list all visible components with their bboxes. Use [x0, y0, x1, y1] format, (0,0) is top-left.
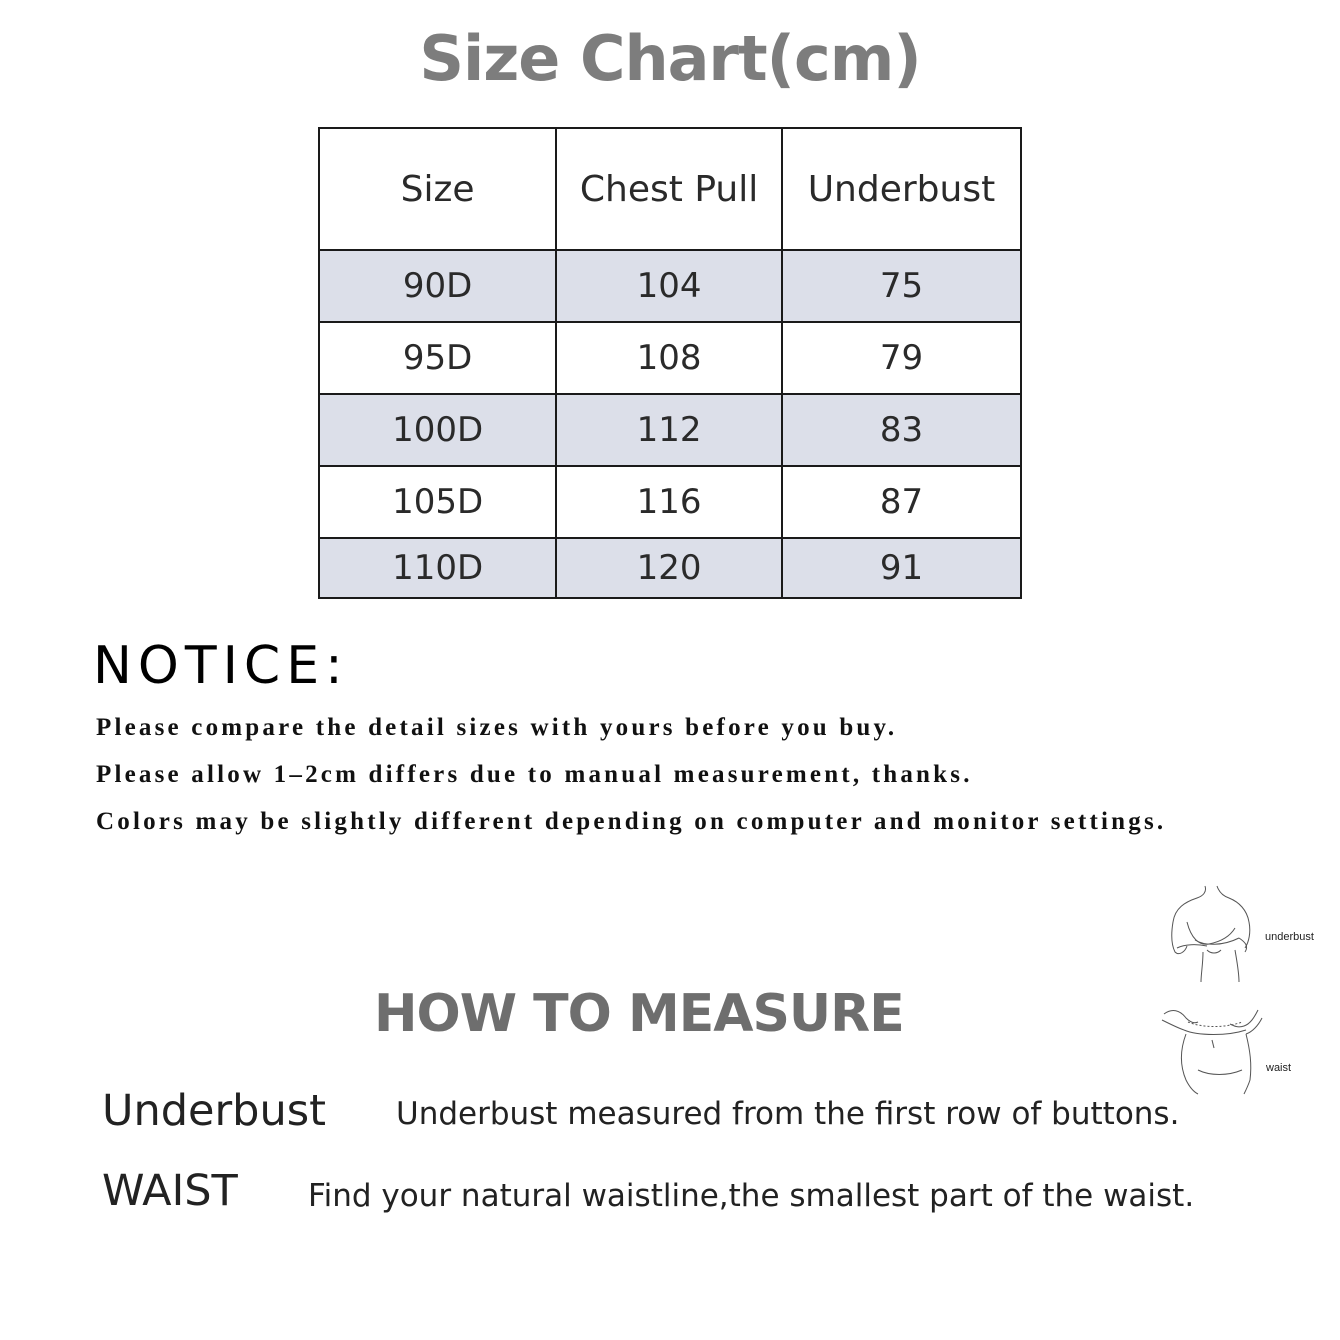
cell-size: 100D	[319, 394, 556, 466]
header-underbust: Underbust	[782, 128, 1021, 250]
size-chart-title: Size Chart(cm)	[419, 22, 921, 95]
table-row	[319, 394, 1021, 466]
cell-chest-pull: 108	[556, 322, 782, 394]
header-size: Size	[319, 128, 556, 250]
table-row	[319, 466, 1021, 538]
table-row	[319, 322, 1021, 394]
cell-size: 105D	[319, 466, 556, 538]
cell-chest-pull: 104	[556, 250, 782, 322]
underbust-description: Underbust measured from the first row of buttons.	[396, 1096, 1180, 1132]
cell-size: 95D	[319, 322, 556, 394]
cell-underbust: 87	[782, 466, 1021, 538]
cell-chest-pull: 112	[556, 394, 782, 466]
cell-chest-pull: 116	[556, 466, 782, 538]
waist-term: WAIST	[102, 1166, 238, 1216]
notice-line: Please compare the detail sizes with yours before you buy.	[96, 714, 898, 741]
cell-size: 90D	[319, 250, 556, 322]
waist-illustration	[1158, 1000, 1266, 1095]
header-chest-pull: Chest Pull	[556, 128, 782, 250]
notice-line: Colors may be slightly different depending on computer and monitor settings.	[96, 808, 1167, 835]
cell-underbust: 79	[782, 322, 1021, 394]
table-row	[319, 250, 1021, 322]
underbust-label: underbust	[1265, 931, 1314, 943]
waist-label: waist	[1266, 1062, 1292, 1074]
cell-size: 110D	[319, 538, 556, 598]
cell-chest-pull: 120	[556, 538, 782, 598]
underbust-illustration	[1165, 882, 1260, 987]
notice-line: Please allow 1–2cm differs due to manual measurement, thanks.	[96, 761, 973, 788]
how-to-measure-title: HOW TO MEASURE	[374, 984, 904, 1044]
underbust-term: Underbust	[102, 1086, 326, 1136]
cell-underbust: 91	[782, 538, 1021, 598]
size-table	[318, 127, 1022, 599]
table-header-row	[319, 128, 1021, 250]
cell-underbust: 75	[782, 250, 1021, 322]
cell-underbust: 83	[782, 394, 1021, 466]
waist-description: Find your natural waistline,the smallest part of the waist.	[308, 1178, 1195, 1214]
table-row	[319, 538, 1021, 598]
notice-heading: NOTICE:	[93, 636, 349, 696]
